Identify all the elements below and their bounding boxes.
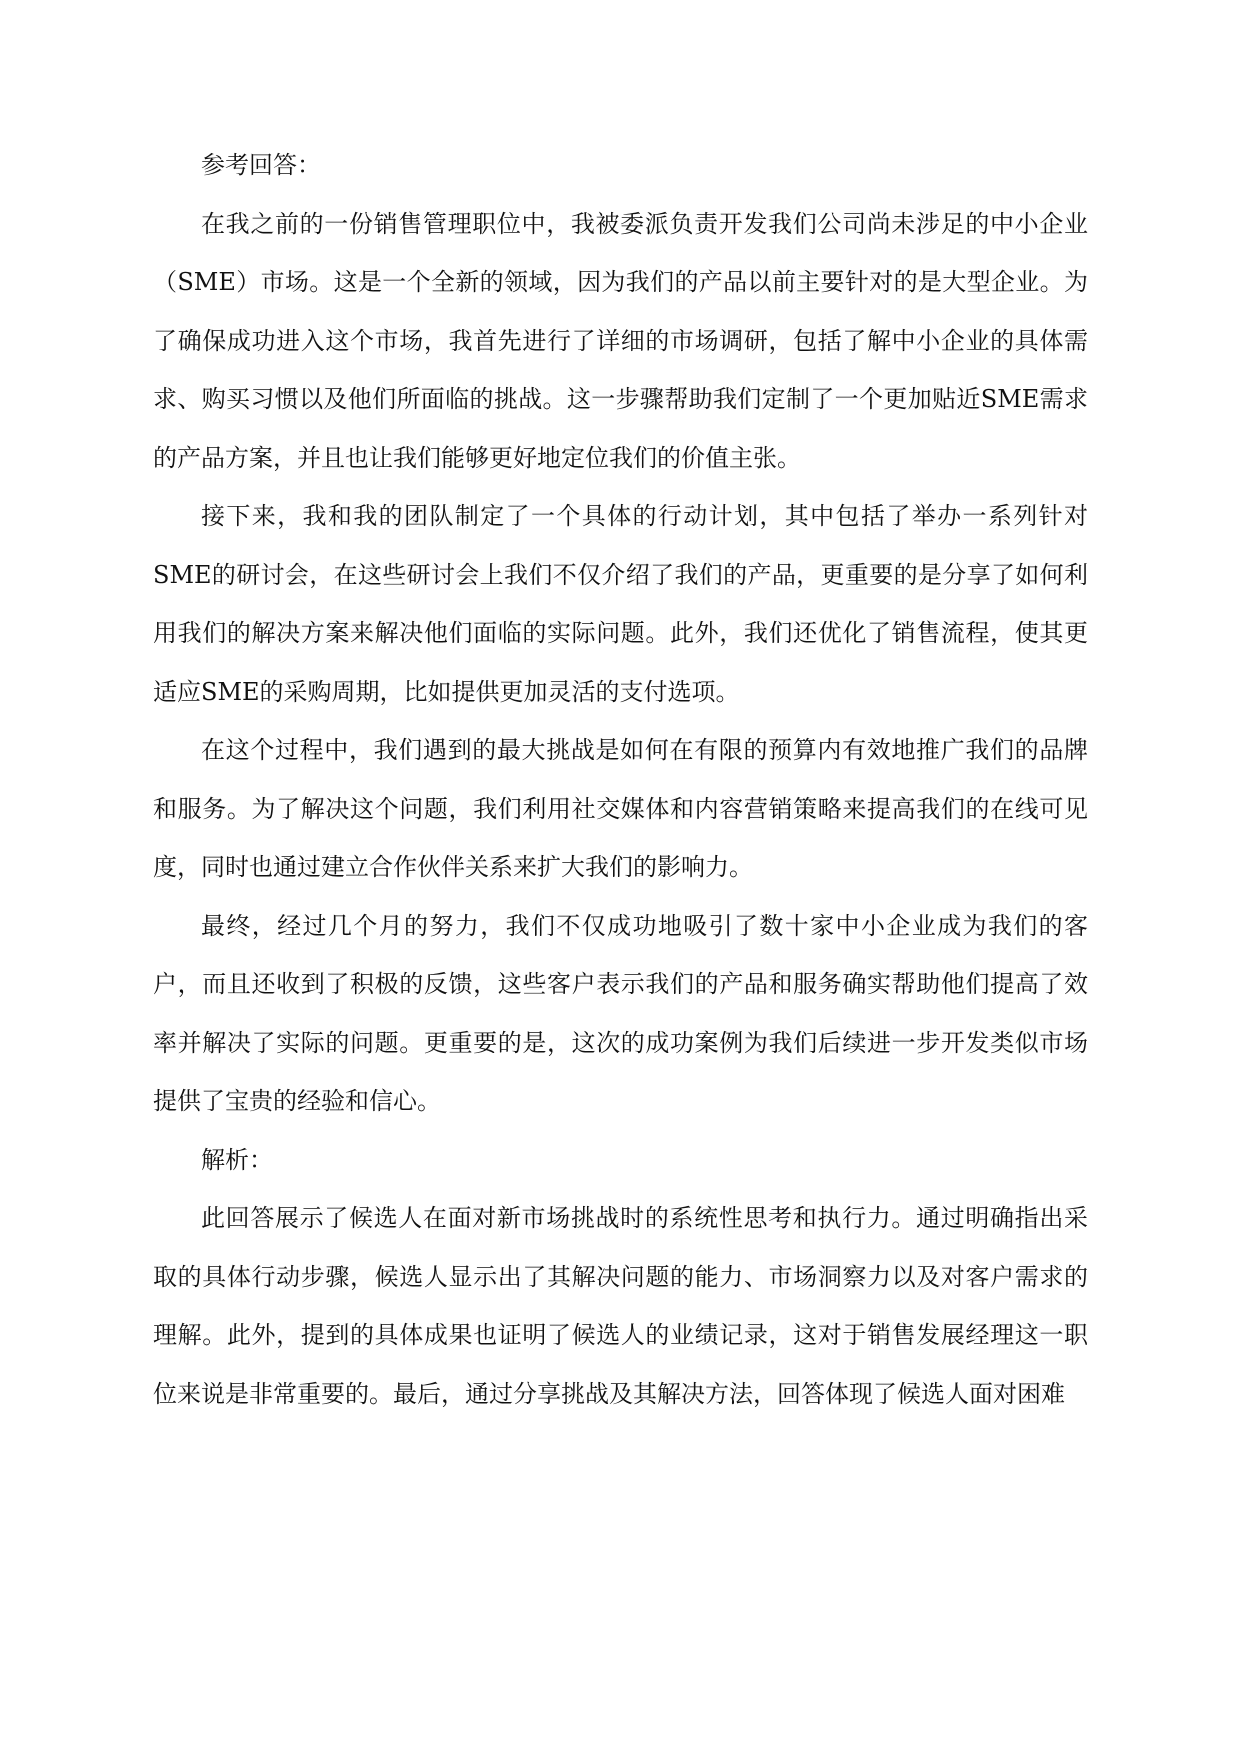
answer-paragraph-4: 最终，经过几个月的努力，我们不仅成功地吸引了数十家中小企业成为我们的客户，而且还收到了积极的反馈，这些客户表示我们的产品和服务确实帮助他们提高了效率并解决了实际的问题。更重要的是，这次的成功案例为我们后续进一步开发类似市场提供了宝贵的经验和信心。 <box>153 911 1088 1115</box>
answer-paragraph-1: 在我之前的一份销售管理职位中，我被委派负责开发我们公司尚未涉足的中小企业（SME）市场。这是一个全新的领域，因为我们的产品以前主要针对的是大型企业。为了确保成功进入这个市场，我首先进行了详细的市场调研，包括了解中小企业的具体需求、购买习惯以及他们所面临的挑战。这一步骤帮助我们定制了一个更加贴近SME需求的产品方案，并且也让我们能够更好地定位我们的价值主张。 <box>153 209 1088 472</box>
answer-paragraph-2: 接下来，我和我的团队制定了一个具体的行动计划，其中包括了举办一系列针对SME的研讨会，在这些研讨会上我们不仅介绍了我们的产品，更重要的是分享了如何利用我们的解决方案来解决他们面临的实际问题。此外，我们还优化了销售流程，使其更适应SME的采购周期，比如提供更加灵活的支付选项。 <box>153 502 1088 706</box>
answer-paragraph-3: 在这个过程中，我们遇到的最大挑战是如何在有限的预算内有效地推广我们的品牌和服务。为了解决这个问题，我们利用社交媒体和内容营销策略来提高我们的在线可见度，同时也通过建立合作伙伴关系来扩大我们的影响力。 <box>153 736 1088 881</box>
analysis-paragraph: 此回答展示了候选人在面对新市场挑战时的系统性思考和执行力。通过明确指出采取的具体行动步骤，候选人显示出了其解决问题的能力、市场洞察力以及对客户需求的理解。此外，提到的具体成果也证明了候选人的业绩记录，这对于销售发展经理这一职位来说是非常重要的。最后，通过分享挑战及其解决方法，回答体现了候选人面对困难 <box>153 1204 1088 1408</box>
analysis-heading: 解析： <box>201 1145 273 1174</box>
document-body <box>153 136 1088 1423</box>
answer-heading: 参考回答： <box>201 151 321 179</box>
